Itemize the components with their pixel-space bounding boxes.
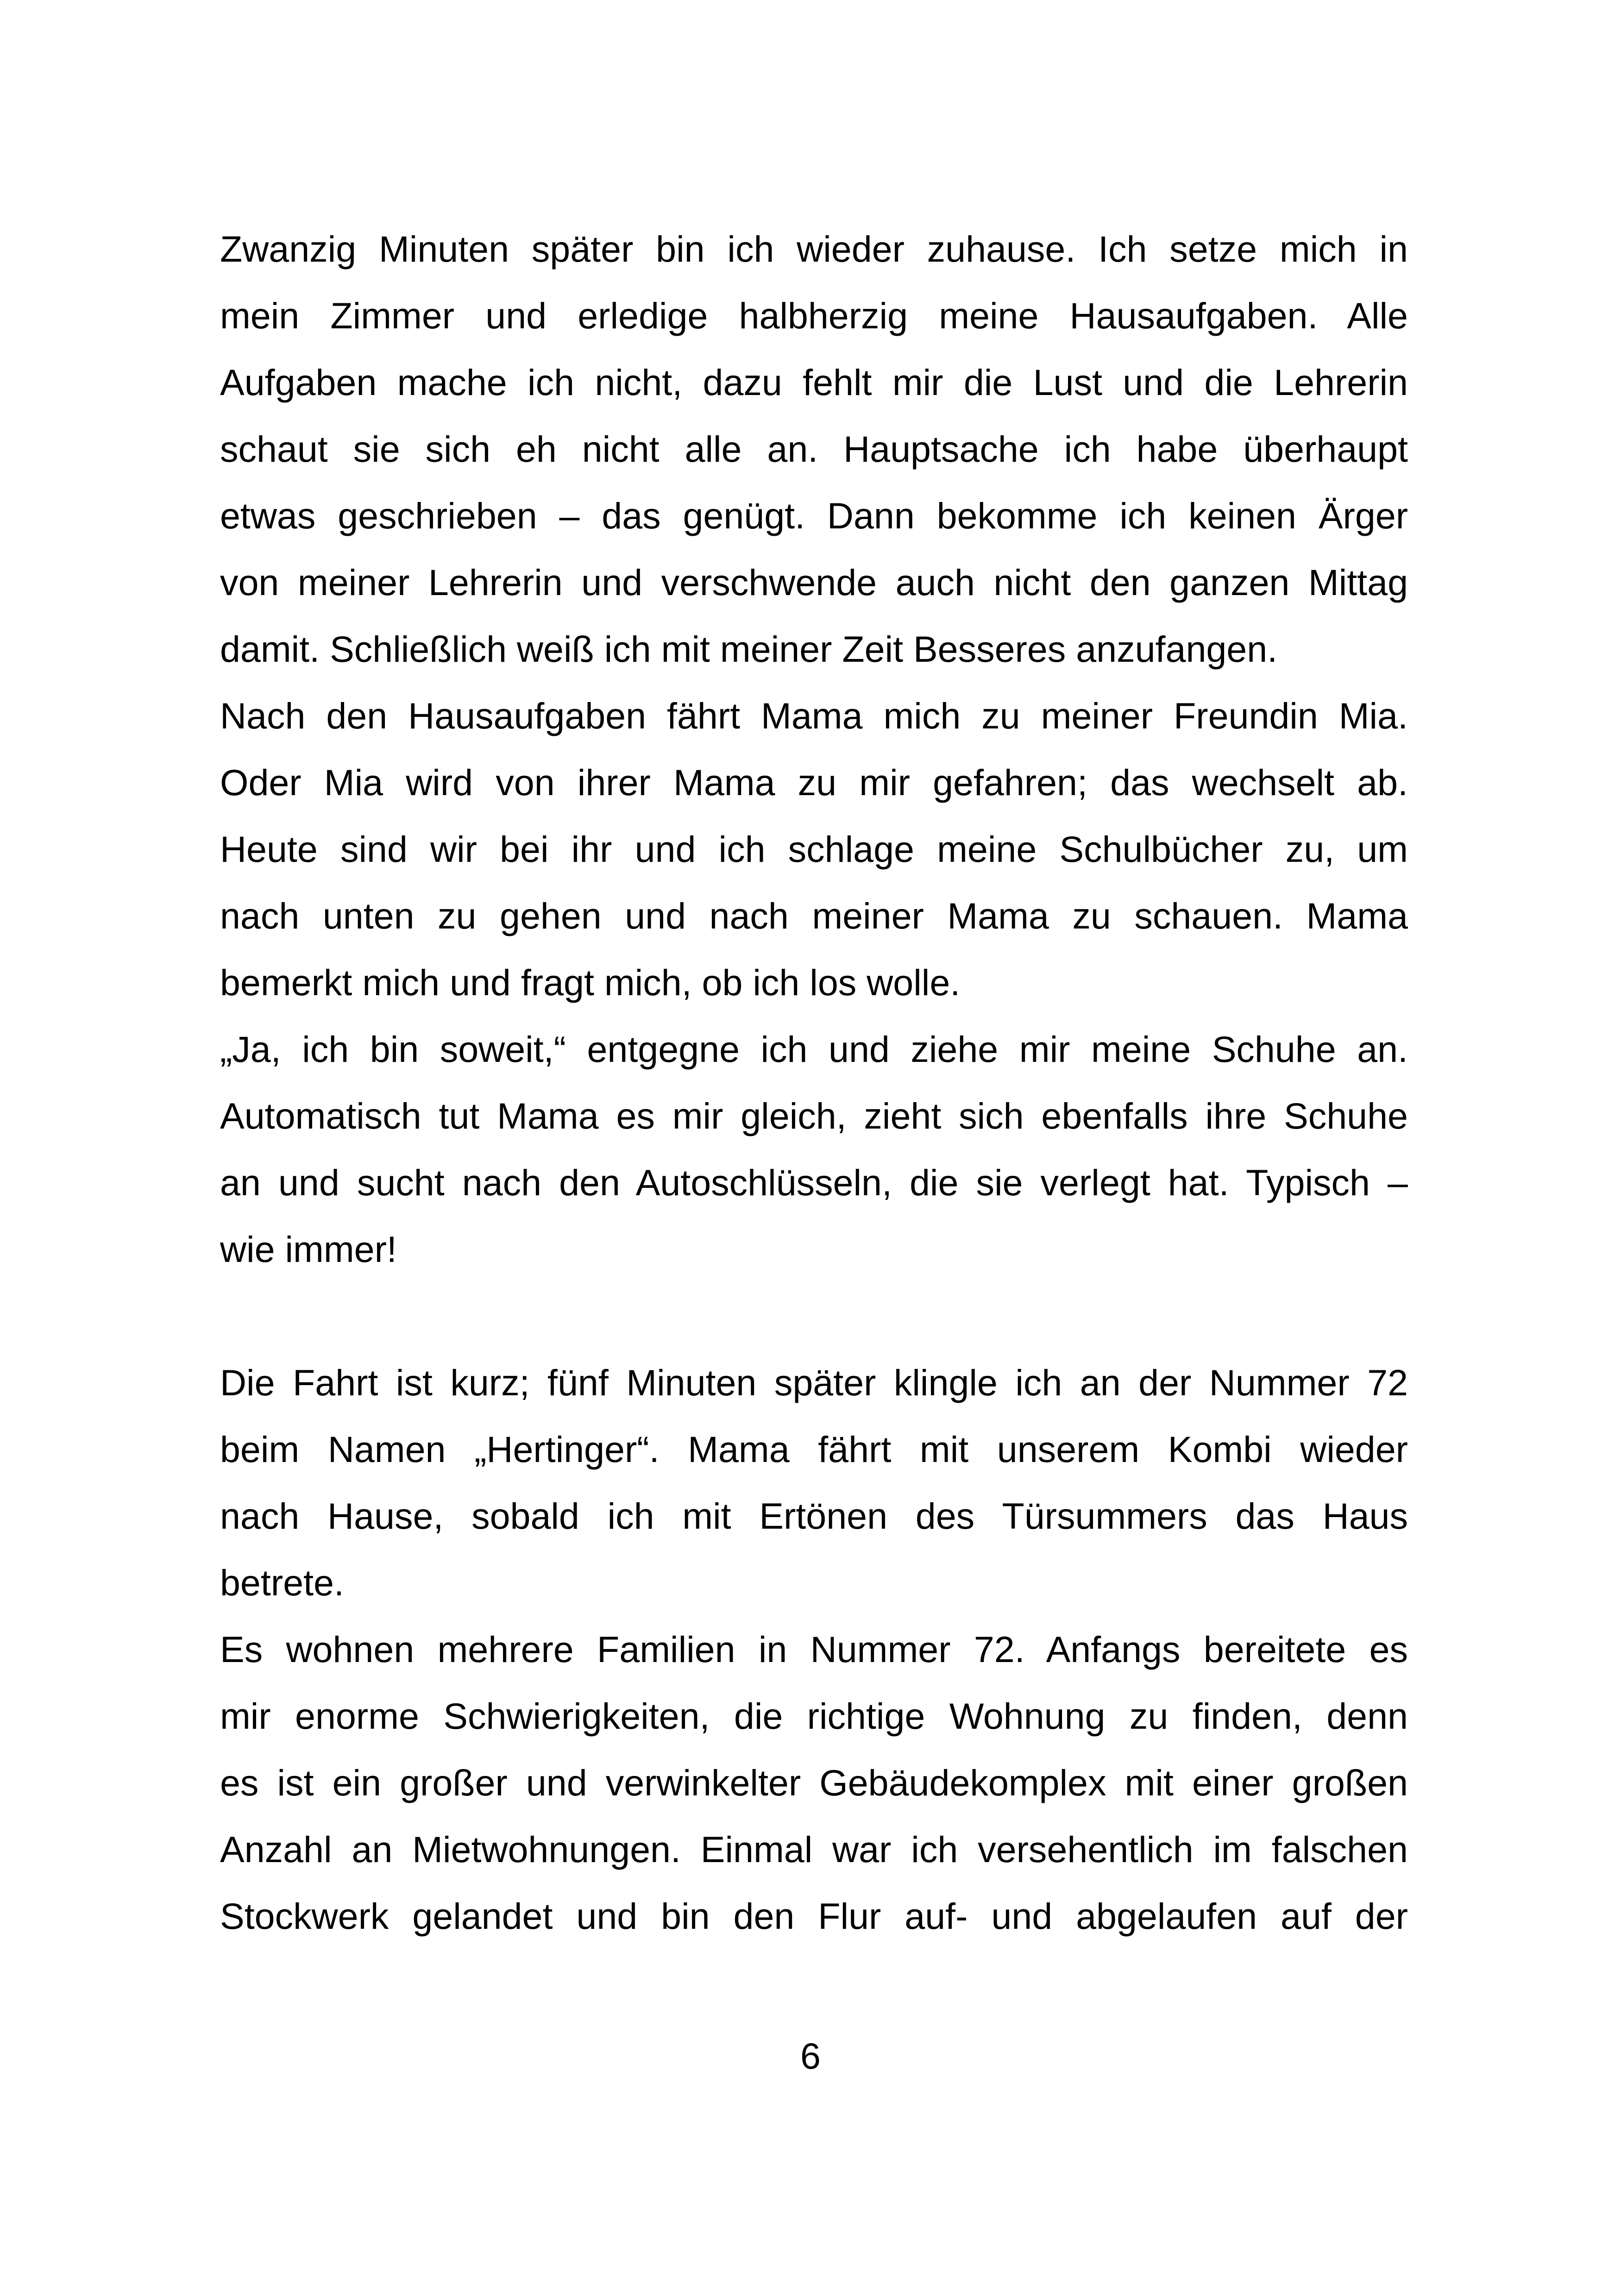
text-line: Nach den Hausaufgaben fährt Mama mich zu meiner Freundin Mia. bbox=[220, 695, 1408, 736]
body-text bbox=[220, 216, 1408, 1950]
text-line: Es wohnen mehrere Familien in Nummer 72. Anfangs bereitete es bbox=[220, 1629, 1408, 1670]
text-line: von meiner Lehrerin und verschwende auch nicht den ganzen Mittag bbox=[220, 562, 1408, 603]
text-line: betrete. bbox=[220, 1562, 344, 1603]
text-line: Heute sind wir bei ihr und ich schlage meine Schulbücher zu, um bbox=[220, 828, 1408, 870]
text-line: beim Namen „Hertinger“. Mama fährt mit unserem Kombi wieder bbox=[220, 1429, 1408, 1470]
text-line: Zwanzig Minuten später bin ich wieder zuhause. Ich setze mich in bbox=[220, 228, 1408, 270]
text-line: Anzahl an Mietwohnungen. Einmal war ich versehentlich im falschen bbox=[220, 1829, 1408, 1870]
text-line: Aufgaben mache ich nicht, dazu fehlt mir die Lust und die Lehrerin bbox=[220, 362, 1408, 403]
text-line: Automatisch tut Mama es mir gleich, zieht sich ebenfalls ihre Schuhe bbox=[220, 1095, 1408, 1136]
text-line: „Ja, ich bin soweit,“ entgegne ich und ziehe mir meine Schuhe an. bbox=[220, 1029, 1408, 1070]
text-line: nach Hause, sobald ich mit Ertönen des Türsummers das Haus bbox=[220, 1495, 1408, 1537]
text-line: damit. Schließlich weiß ich mit meiner Zeit Besseres anzufangen. bbox=[220, 628, 1278, 670]
text-line: etwas geschrieben – das genügt. Dann bekomme ich keinen Ärger bbox=[220, 495, 1408, 536]
page-number: 6 bbox=[800, 2035, 821, 2076]
text-line: nach unten zu gehen und nach meiner Mama zu schauen. Mama bbox=[220, 895, 1408, 936]
text-line: Oder Mia wird von ihrer Mama zu mir gefahren; das wechselt ab. bbox=[220, 762, 1408, 803]
text-line: es ist ein großer und verwinkelter Gebäudekomplex mit einer großen bbox=[220, 1762, 1408, 1803]
text-line: schaut sie sich eh nicht alle an. Hauptsache ich habe überhaupt bbox=[220, 428, 1408, 470]
text-line: mein Zimmer und erledige halbherzig meine Hausaufgaben. Alle bbox=[220, 295, 1408, 336]
text-line: Die Fahrt ist kurz; fünf Minuten später klingle ich an der Nummer 72 bbox=[220, 1362, 1408, 1403]
text-line: mir enorme Schwierigkeiten, die richtige Wohnung zu finden, denn bbox=[220, 1695, 1408, 1737]
blank-line bbox=[220, 1283, 1408, 1349]
text-line: an und sucht nach den Autoschlüsseln, die sie verlegt hat. Typisch – bbox=[220, 1162, 1408, 1203]
text-line: wie immer! bbox=[220, 1229, 397, 1270]
text-line: bemerkt mich und fragt mich, ob ich los wolle. bbox=[220, 962, 961, 1003]
text-line: Stockwerk gelandet und bin den Flur auf- und abgelaufen auf der bbox=[220, 1895, 1408, 1937]
